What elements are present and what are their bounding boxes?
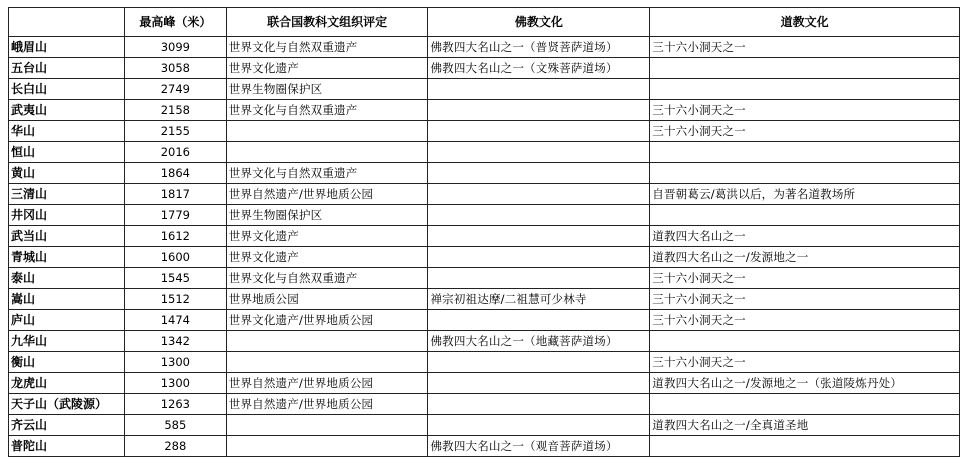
- mountain-name-cell[interactable]: 九华山: [9, 331, 125, 352]
- taoist-culture-cell[interactable]: 道教四大名山之一/全真道圣地: [650, 415, 960, 436]
- table-row: [9, 436, 960, 457]
- buddhist-culture-cell[interactable]: [428, 310, 650, 331]
- taoist-culture-cell[interactable]: 三十六小洞天之一: [650, 310, 960, 331]
- buddhist-culture-cell[interactable]: [428, 247, 650, 268]
- taoist-culture-cell[interactable]: 三十六小洞天之一: [650, 289, 960, 310]
- unesco-status-cell[interactable]: [226, 352, 428, 373]
- taoist-culture-cell[interactable]: [650, 331, 960, 352]
- table-row: [9, 352, 960, 373]
- peak-height-cell[interactable]: 1300: [124, 352, 226, 373]
- table-row: [9, 394, 960, 415]
- table-row: [9, 268, 960, 289]
- buddhist-culture-cell[interactable]: [428, 163, 650, 184]
- table-row: [9, 142, 960, 163]
- table-row: [9, 205, 960, 226]
- peak-height-cell[interactable]: 3058: [124, 58, 226, 79]
- header-row: [9, 8, 960, 37]
- buddhist-culture-cell[interactable]: 佛教四大名山之一（文殊菩萨道场）: [428, 58, 650, 79]
- unesco-status-cell[interactable]: 世界文化与自然双重遗产: [226, 37, 428, 58]
- unesco-status-cell[interactable]: 世界文化遗产/世界地质公园: [226, 310, 428, 331]
- buddhist-culture-cell[interactable]: 佛教四大名山之一（观音菩萨道场）: [428, 436, 650, 457]
- mountain-name-cell[interactable]: 井冈山: [9, 205, 125, 226]
- peak-height-cell[interactable]: 2158: [124, 100, 226, 121]
- mountain-name-cell[interactable]: 华山: [9, 121, 125, 142]
- header-cell-height[interactable]: 最高峰（米）: [124, 8, 226, 37]
- peak-height-cell[interactable]: 1779: [124, 205, 226, 226]
- buddhist-culture-cell[interactable]: [428, 226, 650, 247]
- unesco-status-cell[interactable]: 世界地质公园: [226, 289, 428, 310]
- mountain-name-cell[interactable]: 五台山: [9, 58, 125, 79]
- table-row: [9, 289, 960, 310]
- taoist-culture-cell[interactable]: 道教四大名山之一: [650, 226, 960, 247]
- table-row: [9, 331, 960, 352]
- mountain-name-cell[interactable]: 恒山: [9, 142, 125, 163]
- unesco-status-cell[interactable]: 世界文化与自然双重遗产: [226, 100, 428, 121]
- buddhist-culture-cell[interactable]: [428, 394, 650, 415]
- table-row: [9, 310, 960, 331]
- taoist-culture-cell[interactable]: 自晋朝葛云/葛洪以后，为著名道教场所: [650, 184, 960, 205]
- buddhist-culture-cell[interactable]: [428, 142, 650, 163]
- taoist-culture-cell[interactable]: [650, 79, 960, 100]
- buddhist-culture-cell[interactable]: 佛教四大名山之一（地藏菩萨道场）: [428, 331, 650, 352]
- mountain-name-cell[interactable]: 齐云山: [9, 415, 125, 436]
- mountain-name-cell[interactable]: 庐山: [9, 310, 125, 331]
- mountain-name-cell[interactable]: 青城山: [9, 247, 125, 268]
- taoist-culture-cell[interactable]: 三十六小洞天之一: [650, 37, 960, 58]
- peak-height-cell[interactable]: 288: [124, 436, 226, 457]
- unesco-status-cell[interactable]: 世界文化与自然双重遗产: [226, 163, 428, 184]
- peak-height-cell[interactable]: 1474: [124, 310, 226, 331]
- taoist-culture-cell[interactable]: 道教四大名山之一/发源地之一（张道陵炼丹处）: [650, 373, 960, 394]
- peak-height-cell[interactable]: 1612: [124, 226, 226, 247]
- buddhist-culture-cell[interactable]: [428, 79, 650, 100]
- peak-height-cell[interactable]: 585: [124, 415, 226, 436]
- mountains-table: [8, 7, 960, 457]
- peak-height-cell[interactable]: 1817: [124, 184, 226, 205]
- unesco-status-cell[interactable]: 世界生物圈保护区: [226, 205, 428, 226]
- mountain-name-cell[interactable]: 黄山: [9, 163, 125, 184]
- peak-height-cell[interactable]: 1263: [124, 394, 226, 415]
- table-row: [9, 58, 960, 79]
- table-row: [9, 163, 960, 184]
- mountain-name-cell[interactable]: 龙虎山: [9, 373, 125, 394]
- table-row: [9, 79, 960, 100]
- buddhist-culture-cell[interactable]: [428, 415, 650, 436]
- mountain-name-cell[interactable]: 武夷山: [9, 100, 125, 121]
- peak-height-cell[interactable]: 1600: [124, 247, 226, 268]
- buddhist-culture-cell[interactable]: 禅宗初祖达摩/二祖慧可少林寺: [428, 289, 650, 310]
- peak-height-cell[interactable]: 2016: [124, 142, 226, 163]
- table-body: [9, 37, 960, 457]
- table-row: [9, 121, 960, 142]
- header-cell-buddhism[interactable]: 佛教文化: [428, 8, 650, 37]
- mountain-name-cell[interactable]: 武当山: [9, 226, 125, 247]
- table-row: [9, 37, 960, 58]
- taoist-culture-cell[interactable]: 三十六小洞天之一: [650, 121, 960, 142]
- unesco-status-cell[interactable]: [226, 415, 428, 436]
- unesco-status-cell[interactable]: [226, 331, 428, 352]
- unesco-status-cell[interactable]: 世界生物圈保护区: [226, 79, 428, 100]
- buddhist-culture-cell[interactable]: [428, 121, 650, 142]
- mountain-name-cell[interactable]: 泰山: [9, 268, 125, 289]
- unesco-status-cell[interactable]: [226, 121, 428, 142]
- peak-height-cell[interactable]: 2749: [124, 79, 226, 100]
- header-cell-name[interactable]: [9, 8, 125, 37]
- unesco-status-cell[interactable]: 世界文化与自然双重遗产: [226, 268, 428, 289]
- buddhist-culture-cell[interactable]: 佛教四大名山之一（普贤菩萨道场）: [428, 37, 650, 58]
- mountain-name-cell[interactable]: 普陀山: [9, 436, 125, 457]
- unesco-status-cell[interactable]: 世界自然遗产/世界地质公园: [226, 184, 428, 205]
- table-row: [9, 184, 960, 205]
- unesco-status-cell[interactable]: 世界自然遗产/世界地质公园: [226, 394, 428, 415]
- peak-height-cell[interactable]: 1512: [124, 289, 226, 310]
- peak-height-cell[interactable]: 3099: [124, 37, 226, 58]
- taoist-culture-cell[interactable]: [650, 394, 960, 415]
- buddhist-culture-cell[interactable]: [428, 352, 650, 373]
- mountain-name-cell[interactable]: 峨眉山: [9, 37, 125, 58]
- mountain-name-cell[interactable]: 三清山: [9, 184, 125, 205]
- taoist-culture-cell[interactable]: [650, 436, 960, 457]
- header-cell-unesco[interactable]: 联合国教科文组织评定: [226, 8, 428, 37]
- unesco-status-cell[interactable]: [226, 436, 428, 457]
- unesco-status-cell[interactable]: 世界文化遗产: [226, 226, 428, 247]
- unesco-status-cell[interactable]: 世界自然遗产/世界地质公园: [226, 373, 428, 394]
- buddhist-culture-cell[interactable]: [428, 184, 650, 205]
- unesco-status-cell[interactable]: 世界文化遗产: [226, 58, 428, 79]
- table-row: [9, 226, 960, 247]
- taoist-culture-cell[interactable]: 三十六小洞天之一: [650, 268, 960, 289]
- unesco-status-cell[interactable]: [226, 142, 428, 163]
- taoist-culture-cell[interactable]: [650, 58, 960, 79]
- table-row: [9, 100, 960, 121]
- taoist-culture-cell[interactable]: 三十六小洞天之一: [650, 352, 960, 373]
- taoist-culture-cell[interactable]: 道教四大名山之一/发源地之一: [650, 247, 960, 268]
- mountain-name-cell[interactable]: 嵩山: [9, 289, 125, 310]
- table-row: [9, 247, 960, 268]
- taoist-culture-cell[interactable]: [650, 205, 960, 226]
- buddhist-culture-cell[interactable]: [428, 205, 650, 226]
- taoist-culture-cell[interactable]: 三十六小洞天之一: [650, 100, 960, 121]
- table-row: [9, 373, 960, 394]
- peak-height-cell[interactable]: 1300: [124, 373, 226, 394]
- peak-height-cell[interactable]: 1545: [124, 268, 226, 289]
- mountain-name-cell[interactable]: 衡山: [9, 352, 125, 373]
- taoist-culture-cell[interactable]: [650, 163, 960, 184]
- taoist-culture-cell[interactable]: [650, 142, 960, 163]
- buddhist-culture-cell[interactable]: [428, 268, 650, 289]
- table-row: [9, 415, 960, 436]
- peak-height-cell[interactable]: 1342: [124, 331, 226, 352]
- peak-height-cell[interactable]: 1864: [124, 163, 226, 184]
- mountain-name-cell[interactable]: 长白山: [9, 79, 125, 100]
- buddhist-culture-cell[interactable]: [428, 100, 650, 121]
- header-cell-taoism[interactable]: 道教文化: [650, 8, 960, 37]
- buddhist-culture-cell[interactable]: [428, 373, 650, 394]
- peak-height-cell[interactable]: 2155: [124, 121, 226, 142]
- mountain-name-cell[interactable]: 天子山（武陵源）: [9, 394, 125, 415]
- unesco-status-cell[interactable]: 世界文化遗产: [226, 247, 428, 268]
